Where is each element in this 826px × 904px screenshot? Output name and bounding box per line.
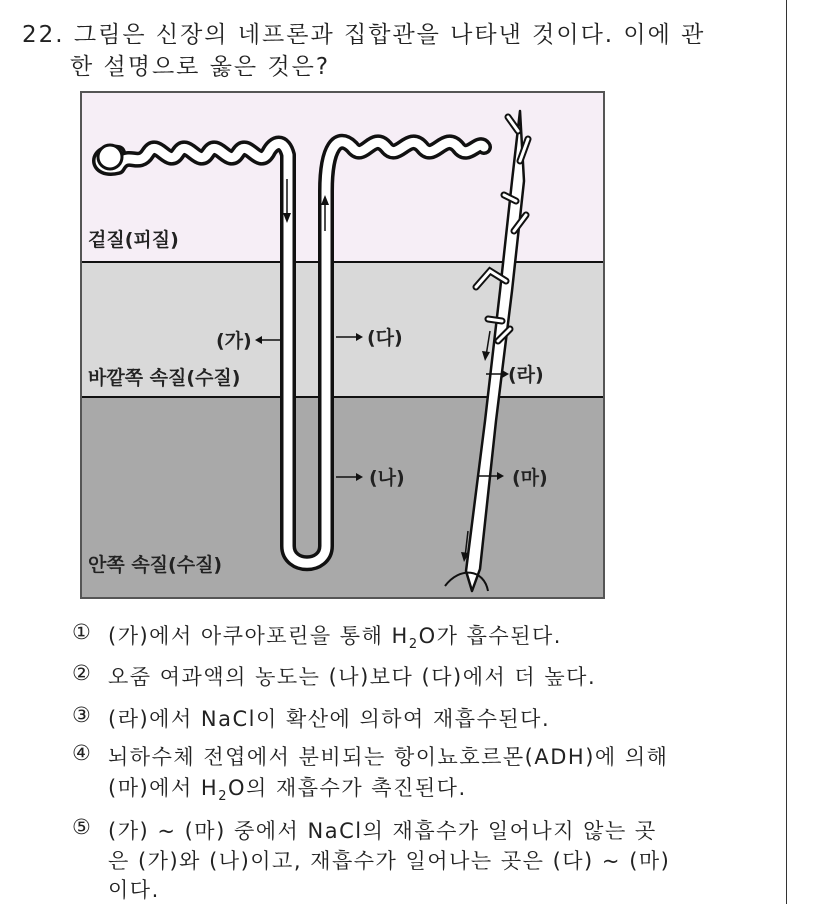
point-label-na: (나)	[369, 467, 405, 489]
choice-3-number: ③	[72, 703, 93, 727]
zone-label-outer-medulla: 바깥쪽 속질(수질)	[88, 367, 241, 389]
zone-label-inner-medulla: 안쪽 속질(수질)	[88, 554, 223, 576]
nephron-diagram	[80, 91, 605, 599]
question-stem-line-1	[22, 16, 705, 49]
choice-5-text-line-3: 이다.	[108, 878, 160, 902]
choice-3-text: (라)에서 NaCl이 확산에 의하여 재흡수된다.	[108, 707, 551, 731]
question-text-2: 한 설명으로 옳은 것은?	[70, 54, 331, 80]
choice-1-number: ①	[72, 620, 93, 644]
question-stem-line-2	[70, 48, 330, 81]
point-label-da: (다)	[367, 327, 403, 349]
question-number: 22.	[22, 22, 65, 48]
choice-3[interactable]	[72, 703, 550, 733]
choice-2[interactable]	[72, 661, 596, 691]
choice-5-text-line-1: (가) ~ (마) 중에서 NaCl의 재흡수가 일어나지 않는 곳	[108, 819, 657, 843]
choice-4-text-line-2: (마)에서 $H_2O$의 재흡수가 촉진된다.	[108, 776, 467, 805]
choice-1[interactable]	[72, 620, 562, 652]
point-label-ga: (가)	[216, 330, 252, 352]
choice-2-number: ②	[72, 661, 93, 685]
nephron-figure	[80, 91, 605, 599]
choice-2-text: 오줌 여과액의 농도는 (나)보다 (다)에서 더 높다.	[108, 665, 597, 689]
point-label-ma: (마)	[512, 467, 548, 489]
choice-4-number: ④	[72, 741, 93, 765]
choice-4[interactable]	[72, 741, 668, 771]
choice-5-number: ⑤	[72, 815, 93, 839]
bowman-capsule	[98, 145, 122, 169]
page-right-border	[786, 0, 787, 904]
choice-1-text: (가)에서 아쿠아포린을 통해 $H_2O$가 흡수된다.	[108, 624, 562, 653]
choice-5-text-line-2: 은 (가)와 (나)이고, 재흡수가 일어나는 곳은 (다) ~ (마)	[108, 849, 671, 873]
question-text-1: 그림은 신장의 네프론과 집합관을 나타낸 것이다. 이에 관	[73, 22, 706, 48]
choice-5[interactable]	[72, 815, 657, 845]
zone-label-cortex: 겉질(피질)	[88, 229, 179, 251]
choice-4-text-line-1: 뇌하수체 전엽에서 분비되는 항이뇨호르몬(ADH)에 의해	[108, 745, 669, 769]
point-label-ra: (라)	[508, 364, 544, 386]
